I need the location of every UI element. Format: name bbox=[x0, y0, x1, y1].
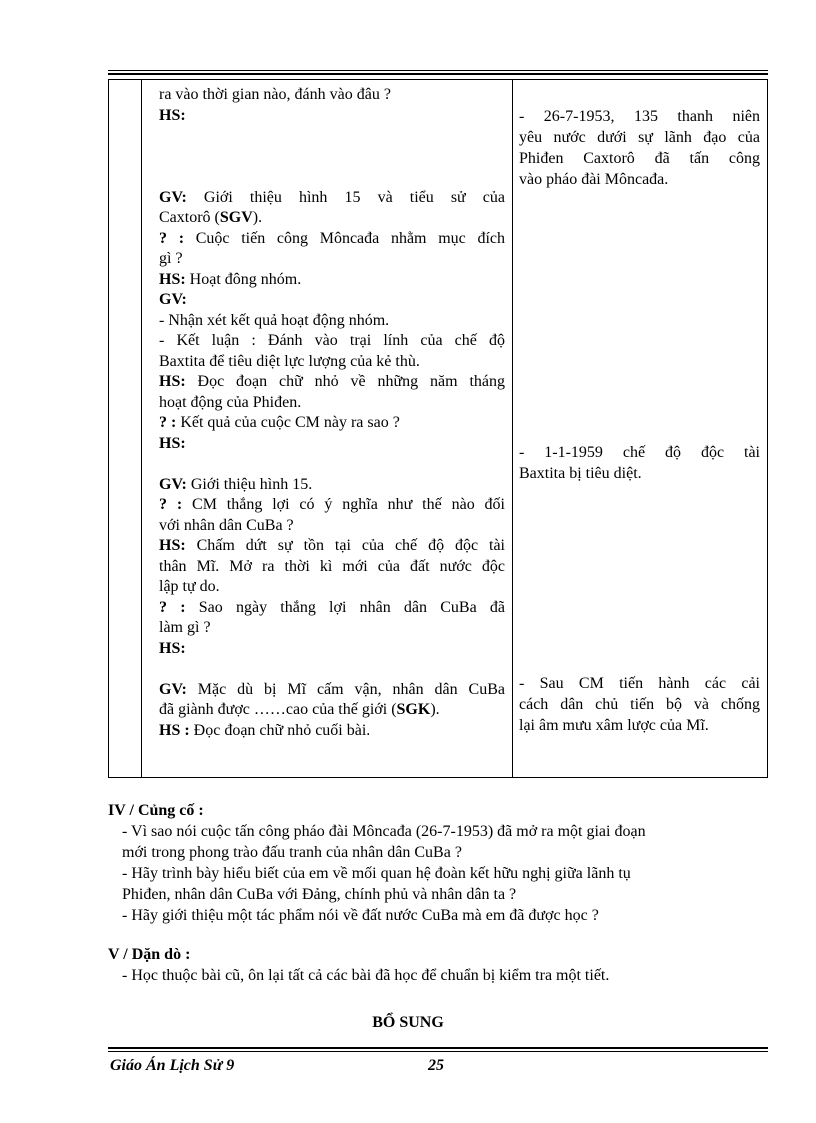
blank-line bbox=[519, 484, 760, 505]
speaker-label: HS: bbox=[159, 373, 186, 390]
line-text: Giới thiệu hình 15. bbox=[186, 475, 313, 493]
blank-line bbox=[519, 379, 760, 400]
text-line bbox=[519, 715, 760, 736]
text-line bbox=[519, 694, 760, 715]
line-text: Sao ngày thắng lợi nhân dân CuBa đã bbox=[185, 598, 506, 616]
section-item-line: Phiđen, nhân dân CuBa với Đảng, chính phủ và nhân dân ta ? bbox=[122, 886, 517, 903]
text-line bbox=[519, 106, 760, 127]
blank-line bbox=[159, 126, 505, 147]
line-text: ra vào thời gian nào, đánh vào đâu ? bbox=[159, 86, 391, 103]
text-line bbox=[159, 208, 505, 229]
lesson-table bbox=[108, 79, 768, 778]
line-tail: ). bbox=[252, 209, 263, 226]
line-text: thân Mĩ. Mở ra thời kì mới của đất nước độc bbox=[159, 557, 505, 575]
speaker-label: HS: bbox=[159, 270, 186, 288]
review-sections bbox=[108, 800, 768, 986]
blank-line bbox=[159, 167, 505, 188]
blank-line bbox=[159, 659, 505, 680]
line-text: Baxtita bị tiêu diệt. bbox=[519, 465, 642, 482]
blank-line bbox=[519, 337, 760, 358]
blank-line bbox=[519, 211, 760, 232]
line-text: đã giành được ……cao của thế giới ( bbox=[159, 701, 397, 718]
blank-line bbox=[519, 631, 760, 652]
blank-line bbox=[519, 568, 760, 589]
line-text: cách dân chủ tiến bộ và chống bbox=[519, 696, 760, 713]
section-item-line: mới trong phong trào đấu tranh của nhân dân CuBa ? bbox=[122, 844, 462, 861]
line-text: CM thắng lợi có ý nghĩa như thế nào đối bbox=[182, 496, 505, 513]
blank-line bbox=[519, 232, 760, 253]
blank-line bbox=[519, 274, 760, 295]
speaker-label: ? : bbox=[159, 414, 177, 431]
speaker-label: HS: bbox=[159, 434, 186, 452]
header-rule bbox=[108, 70, 768, 75]
line-text: Hoạt đông nhóm. bbox=[185, 270, 302, 288]
speaker-label: GV: bbox=[159, 188, 187, 206]
text-line bbox=[159, 475, 505, 496]
speaker-label: HS: bbox=[159, 639, 186, 657]
text-line bbox=[519, 463, 760, 484]
text-line bbox=[159, 290, 505, 311]
text-line bbox=[159, 721, 505, 742]
text-line bbox=[159, 598, 505, 619]
line-text: Đọc đoạn chữ nhỏ về những năm tháng bbox=[185, 373, 505, 390]
line-text: lập tự do. bbox=[159, 578, 220, 595]
text-line bbox=[159, 434, 505, 455]
text-line bbox=[159, 372, 505, 393]
blank-line bbox=[519, 295, 760, 316]
footer-rule bbox=[108, 1047, 768, 1052]
text-line bbox=[159, 557, 505, 578]
section-item-line: - Học thuộc bài cũ, ôn lại tất cả các bài đã học để chuẩn bị kiểm tra một tiết. bbox=[122, 967, 610, 984]
lesson-content bbox=[519, 85, 760, 736]
speaker-label: ? : bbox=[159, 598, 186, 616]
text-line bbox=[159, 311, 505, 332]
text-line bbox=[159, 700, 505, 721]
blank-line bbox=[519, 85, 760, 106]
blank-line bbox=[159, 147, 505, 168]
inline-bold: SGV bbox=[219, 209, 253, 226]
blank-line bbox=[519, 400, 760, 421]
line-text: hoạt động của Phiđen. bbox=[159, 393, 302, 411]
speaker-label: ? : bbox=[159, 496, 183, 513]
review-list bbox=[108, 821, 768, 926]
text-line bbox=[159, 680, 505, 701]
text-line bbox=[159, 577, 505, 598]
section-item-line: - Hãy trình bày hiểu biết của em về mối quan hệ đoàn kết hữu nghị giữa lãnh tụ bbox=[122, 865, 631, 882]
line-text: Cuộc tiến công Môncađa nhằm mục đích bbox=[184, 229, 505, 247]
footer-title: Giáo Án Lịch Sử 9 bbox=[110, 1057, 235, 1074]
column-divider bbox=[141, 80, 142, 777]
text-line bbox=[519, 442, 760, 463]
speaker-label: GV: bbox=[159, 680, 187, 698]
line-text: Baxtita để tiêu diệt lực lượng của kẻ thù. bbox=[159, 352, 420, 370]
text-line bbox=[159, 495, 505, 516]
line-text: - 1-1-1959 chế độ độc tài bbox=[519, 444, 760, 461]
blank-line bbox=[519, 358, 760, 379]
speaker-label: HS: bbox=[159, 106, 186, 124]
text-line bbox=[159, 516, 505, 537]
text-line bbox=[159, 352, 505, 373]
line-text: vào pháo đài Môncađa. bbox=[519, 171, 669, 188]
line-text: Phiđen Caxtorô đã tấn công bbox=[519, 150, 760, 167]
text-line bbox=[159, 639, 505, 660]
blank-line bbox=[519, 589, 760, 610]
text-line bbox=[159, 536, 505, 557]
blank-line bbox=[519, 652, 760, 673]
blank-line bbox=[159, 454, 505, 475]
line-text: - 26-7-1953, 135 thanh niên bbox=[519, 108, 760, 125]
section-title-homework: V / Dặn dò : bbox=[108, 946, 191, 963]
line-text: Giới thiệu hình 15 và tiểu sử của bbox=[186, 188, 505, 206]
blank-line bbox=[519, 505, 760, 526]
page-number: 25 bbox=[428, 1057, 444, 1074]
line-tail: ). bbox=[430, 701, 440, 718]
text-line bbox=[519, 148, 760, 169]
blank-line bbox=[519, 316, 760, 337]
text-line bbox=[159, 249, 505, 270]
inline-bold: SGK bbox=[396, 701, 431, 718]
line-text: Đọc đoạn chữ nhỏ cuối bài. bbox=[189, 721, 371, 739]
blank-line bbox=[519, 253, 760, 274]
blank-line bbox=[519, 421, 760, 442]
line-text: Chấm dứt sự tồn tại của chế độ độc tài bbox=[185, 537, 505, 554]
text-line bbox=[159, 270, 505, 291]
text-line bbox=[159, 331, 505, 352]
blank-line bbox=[519, 547, 760, 568]
blank-line bbox=[519, 190, 760, 211]
column-divider bbox=[512, 80, 513, 777]
text-line bbox=[159, 393, 505, 414]
section-item-line: - Vì sao nói cuộc tấn công pháo đài Môncađa (26-7-1953) đã mở ra một giai đoạn bbox=[122, 823, 646, 840]
speaker-label: HS: bbox=[159, 537, 186, 554]
line-text: với nhân dân CuBa ? bbox=[159, 516, 294, 534]
teacher-student-activities bbox=[159, 85, 505, 741]
line-text: - Sau CM tiến hành các cải bbox=[519, 675, 760, 692]
speaker-label: GV: bbox=[159, 475, 187, 493]
speaker-label: GV: bbox=[159, 291, 187, 308]
section-title-review: IV / Củng cố : bbox=[108, 802, 204, 819]
speaker-label: HS : bbox=[159, 721, 190, 739]
speaker-label: ? : bbox=[159, 229, 185, 247]
text-line bbox=[519, 127, 760, 148]
supplement-heading: BỔ SUNG bbox=[372, 1014, 444, 1031]
line-text: lại âm mưu xâm lược của Mĩ. bbox=[519, 717, 709, 734]
section-item-line: - Hãy giới thiệu một tác phẩm nói về đất nước CuBa mà em đã được học ? bbox=[122, 907, 599, 924]
text-line bbox=[159, 106, 505, 127]
blank-line bbox=[519, 610, 760, 631]
line-text: làm gì ? bbox=[159, 619, 211, 636]
homework-list bbox=[108, 965, 768, 986]
line-text: gì ? bbox=[159, 250, 183, 267]
line-text: - Kết luận : Đánh vào trại lính của chế độ bbox=[159, 332, 505, 349]
line-text: - Nhận xét kết quả hoạt động nhóm. bbox=[159, 311, 390, 329]
text-line bbox=[519, 169, 760, 190]
text-line bbox=[159, 413, 505, 434]
line-text: Mặc dù bị Mĩ cấm vận, nhân dân CuBa bbox=[186, 680, 505, 698]
text-line bbox=[159, 618, 505, 639]
blank-line bbox=[519, 526, 760, 547]
text-line bbox=[519, 673, 760, 694]
text-line bbox=[159, 85, 505, 106]
text-line bbox=[159, 229, 505, 250]
line-text: Caxtorô ( bbox=[159, 209, 220, 226]
line-text: yêu nước dưới sự lãnh đạo của bbox=[519, 129, 760, 146]
text-line bbox=[159, 188, 505, 209]
line-text: Kết quả của cuộc CM này ra sao ? bbox=[176, 414, 400, 431]
